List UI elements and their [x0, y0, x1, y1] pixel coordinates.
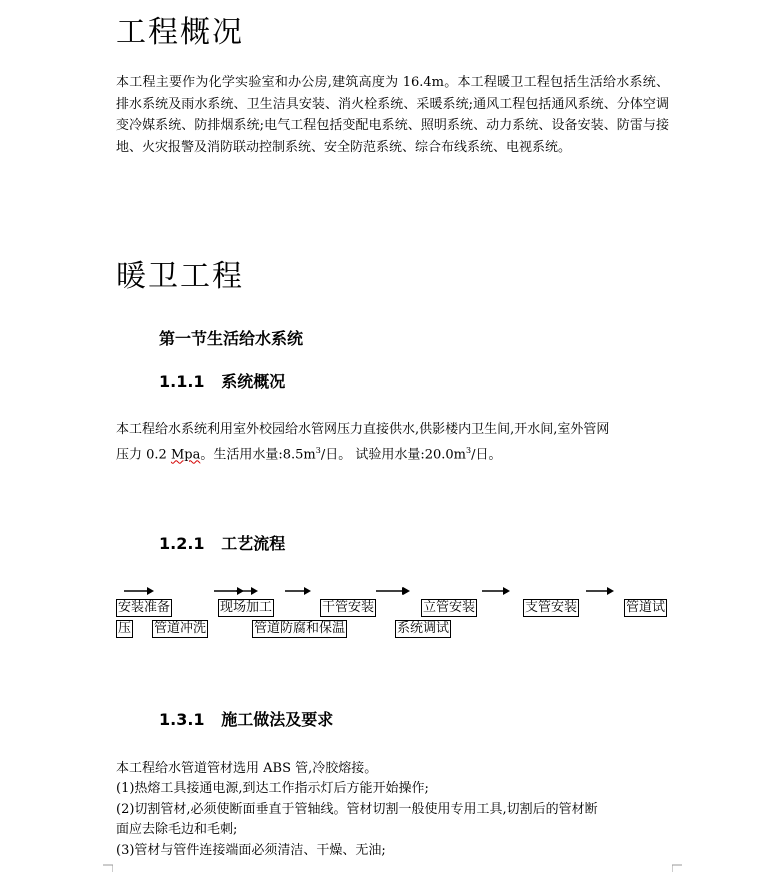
unit-day-text: /日。 [471, 447, 502, 463]
construction-intro: 本工程给水管道管材选用 ABS 管,冷胶熔接。 [116, 761, 378, 776]
construction-item-1: (1)热熔工具接通电源,到达工作指示灯后方能开始操作; [116, 781, 429, 796]
section-title-hvac: 暖卫工程 [116, 259, 244, 294]
pressure-text: 压力 0.2 [116, 447, 171, 463]
flow-step-site-processing: 现场加工 [220, 600, 273, 615]
heading-number: 1.2.1 [159, 534, 205, 553]
flow-step-pressure-test: 管道试 [626, 600, 666, 615]
heading-1-2-1 [159, 533, 285, 555]
flow-step-main-pipe: 干管安装 [322, 600, 375, 615]
flow-step-flushing: 管道冲洗 [154, 621, 207, 636]
construction-item-2-line-2: 面应去除毛边和毛刺; [116, 822, 238, 837]
flow-step-pressure-test-cont: 压 [118, 621, 132, 636]
page-corner-mark [672, 864, 682, 872]
section-title-overview: 工程概况 [116, 15, 244, 50]
system-overview-line-2 [116, 441, 501, 465]
domestic-water-text: 。生活用水量:8.5m [200, 447, 316, 463]
flow-arrow-icon [236, 586, 258, 596]
pressure-unit: Mpa [170, 447, 201, 463]
superscript: 3 [315, 446, 321, 455]
flow-step-branch-pipe: 支管安装 [525, 600, 578, 615]
flow-arrow-icon [124, 586, 154, 596]
flow-step-anticorrosion: 管道防腐和保温 [254, 621, 346, 636]
heading-number: 1.3.1 [159, 710, 205, 729]
system-overview-line-1: 本工程给水系统利用室外校园给水管网压力直接供水,供影楼内卫生间,开水间,室外管网 [116, 422, 610, 437]
flow-step-preparation: 安装准备 [118, 600, 171, 615]
flow-step-riser: 立管安装 [423, 600, 476, 615]
flow-arrow-icon [285, 586, 311, 596]
flow-arrow-icon [396, 586, 410, 596]
heading-text: 系统概况 [221, 372, 286, 391]
construction-item-3: (3)管材与管件连接端面必须清洁、干燥、无油; [116, 843, 386, 858]
heading-1-3-1 [159, 709, 333, 731]
test-water-text: /日。 试验用水量:20.0m [320, 447, 466, 463]
flow-arrow-icon [586, 586, 614, 596]
construction-item-2-line-1: (2)切割管材,必须使断面垂直于管轴线。管材切割一般使用专用工具,切割后的管材断 [116, 802, 598, 817]
subsection-title-water-supply: 第一节生活给水系统 [159, 329, 304, 348]
heading-text: 工艺流程 [221, 534, 286, 553]
overview-paragraph: 本工程主要作为化学实验室和办公房,建筑高度为 16.4m。本工程暖卫工程包括生活给水系统、排水系统及雨水系统、卫生洁具安装、消火栓系统、采暖系统;通风工程包括通风系统、分体空调变冷媒系统、防排烟系统;电气工程包括变配电系统、照明系统、动力系统、设备安装、防雷与接地、火灾报警及消防联动控制系统、安全防范系统、综合布线系统、电视系统。 [116, 75, 669, 155]
heading-1-1-1 [159, 371, 285, 393]
superscript: 3 [466, 446, 472, 455]
flow-step-commissioning: 系统调试 [397, 621, 450, 636]
page-corner-mark [103, 864, 113, 872]
heading-text: 施工做法及要求 [221, 710, 334, 729]
flow-arrow-icon [482, 586, 510, 596]
heading-number: 1.1.1 [159, 372, 205, 391]
